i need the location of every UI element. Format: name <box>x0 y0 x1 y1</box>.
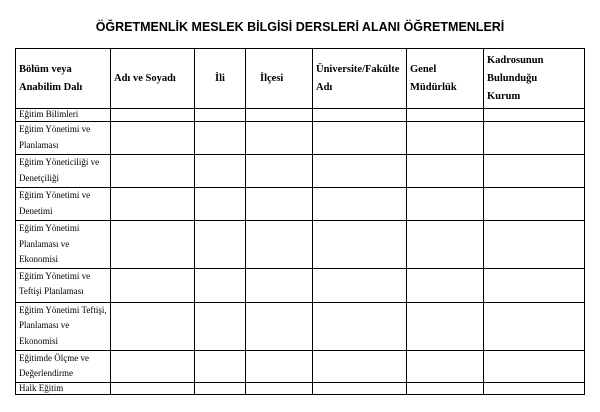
bolum-cell <box>16 268 111 302</box>
empty-cell <box>111 155 195 188</box>
header-universite-line-1: Üniversite/Fakülte <box>316 63 400 75</box>
empty-cell <box>195 221 246 269</box>
empty-cell <box>484 302 585 350</box>
empty-cell <box>407 221 484 269</box>
bolum-line: Planlaması <box>19 139 59 150</box>
empty-cell <box>313 109 407 122</box>
empty-cell <box>111 109 195 122</box>
header-universite <box>313 49 407 109</box>
empty-cell <box>407 382 484 394</box>
empty-cell <box>246 302 313 350</box>
empty-cell <box>484 188 585 221</box>
bolum-line: Planlaması ve <box>19 320 70 330</box>
header-universite-line-2: Adı <box>316 81 333 93</box>
table-row <box>16 221 585 269</box>
header-bolum-line-2: Anabilim Dalı <box>19 81 83 93</box>
bolum-cell <box>16 350 111 382</box>
empty-cell <box>195 350 246 382</box>
bolum-line: Eğitim Yönetimi Teftişi, <box>19 304 107 315</box>
bolum-line: Denetimi <box>19 205 53 216</box>
bolum-line: Halk Eğitim <box>19 382 64 393</box>
empty-cell <box>246 188 313 221</box>
empty-cell <box>484 155 585 188</box>
bolum-cell <box>16 302 111 350</box>
bolum-line: Eğitim Yönetimi <box>19 223 80 233</box>
empty-cell <box>111 302 195 350</box>
bolum-line: Planlaması ve <box>19 238 70 249</box>
empty-cell <box>484 268 585 302</box>
bolum-line: Teftişi Planlaması <box>19 286 84 296</box>
empty-cell <box>246 382 313 394</box>
page-title: ÖĞRETMENLİK MESLEK BİLGİSİ DERSLERİ ALANI ÖĞRETMENLERİ <box>95 20 505 34</box>
empty-cell <box>195 188 246 221</box>
table-row <box>16 302 585 350</box>
empty-cell <box>246 122 313 155</box>
bolum-cell <box>16 155 111 188</box>
empty-cell <box>246 155 313 188</box>
empty-cell <box>484 109 585 122</box>
table-row <box>16 382 585 394</box>
table-row <box>16 188 585 221</box>
empty-cell <box>246 109 313 122</box>
empty-cell <box>111 350 195 382</box>
empty-cell <box>484 221 585 269</box>
bolum-line: Eğitim Yönetimi ve <box>19 124 91 134</box>
teachers-table <box>15 48 585 395</box>
empty-cell <box>407 155 484 188</box>
empty-cell <box>195 155 246 188</box>
table-row <box>16 122 585 155</box>
table-row <box>16 268 585 302</box>
empty-cell <box>313 221 407 269</box>
empty-cell <box>407 268 484 302</box>
bolum-cell <box>16 382 111 394</box>
empty-cell <box>195 268 246 302</box>
empty-cell <box>407 302 484 350</box>
empty-cell <box>111 382 195 394</box>
bolum-line: Ekonomisi <box>19 335 59 346</box>
empty-cell <box>195 382 246 394</box>
empty-cell <box>313 350 407 382</box>
bolum-cell <box>16 109 111 122</box>
empty-cell <box>246 268 313 302</box>
header-genel-mudurluk-line-1: Genel <box>410 63 437 75</box>
empty-cell <box>313 122 407 155</box>
bolum-line: Eğitim Yönetimi ve <box>19 270 91 281</box>
empty-cell <box>195 109 246 122</box>
bolum-cell <box>16 188 111 221</box>
header-adi-soyadi: Adı ve Soyadı <box>111 49 195 109</box>
empty-cell <box>195 122 246 155</box>
bolum-line: Ekonomisi <box>19 254 59 264</box>
empty-cell <box>111 188 195 221</box>
header-row <box>16 49 585 109</box>
header-kadro-line-3: Kurum <box>487 90 521 102</box>
header-genel-mudurluk-line-2: Müdürlük <box>410 81 457 93</box>
empty-cell <box>407 188 484 221</box>
header-bolum-line-1: Bölüm veya <box>19 63 72 75</box>
bolum-line: Eğitim Yöneticiliği ve <box>19 157 100 167</box>
empty-cell <box>246 350 313 382</box>
table-row <box>16 109 585 122</box>
bolum-line: Denetçiliği <box>19 172 59 183</box>
header-kadro-line-2: Bulunduğu <box>487 72 538 84</box>
empty-cell <box>313 268 407 302</box>
empty-cell <box>111 268 195 302</box>
empty-cell <box>313 302 407 350</box>
header-bolum <box>16 49 111 109</box>
empty-cell <box>407 350 484 382</box>
empty-cell <box>484 382 585 394</box>
header-kadro-line-1: Kadrosunun <box>487 54 544 66</box>
table-row <box>16 155 585 188</box>
bolum-line: Eğitimde Ölçme ve <box>19 352 89 363</box>
header-kadro <box>484 49 585 109</box>
empty-cell <box>484 122 585 155</box>
bolum-line: Eğitim Yönetimi ve <box>19 190 91 200</box>
empty-cell <box>246 221 313 269</box>
empty-cell <box>111 221 195 269</box>
empty-cell <box>313 382 407 394</box>
empty-cell <box>195 302 246 350</box>
empty-cell <box>407 122 484 155</box>
empty-cell <box>313 188 407 221</box>
empty-cell <box>111 122 195 155</box>
empty-cell <box>484 350 585 382</box>
bolum-line: Eğitim Bilimleri <box>19 109 79 119</box>
header-ilce: İlçesi <box>246 49 313 109</box>
empty-cell <box>313 155 407 188</box>
bolum-cell <box>16 221 111 269</box>
header-genel-mudurluk <box>407 49 484 109</box>
table-row <box>16 350 585 382</box>
empty-cell <box>407 109 484 122</box>
bolum-line: Değerlendirme <box>19 368 73 378</box>
bolum-cell <box>16 122 111 155</box>
header-il: İli <box>195 49 246 109</box>
